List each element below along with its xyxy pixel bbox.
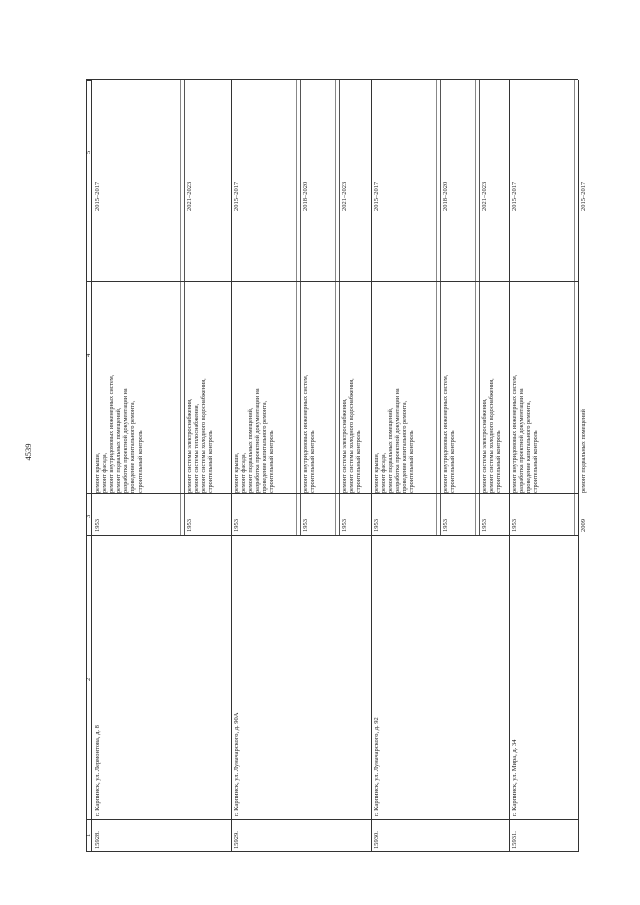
sub-row-divider (184, 80, 185, 536)
year-cell: 1953 (233, 519, 240, 532)
work-item: проведение капитального ремонта, (401, 400, 409, 493)
work-item: ремонт внутридомовых инженерных систем, (442, 374, 449, 493)
work-item: ремонт системы холодного водоснабжения, (348, 378, 356, 493)
column-number-3: 3 (85, 514, 92, 518)
period-cell: 2021–2023 (341, 181, 348, 211)
work-item: ремонт системы электроснабжения, (341, 398, 348, 493)
address-cell: г. Карпинск, ул. Луначарского, д. 90А (233, 712, 240, 816)
period-cell: 2015–2017 (233, 181, 240, 211)
sub-row-divider (300, 80, 301, 536)
work-item: разработка проектной документации на (122, 388, 130, 493)
work-item: разработка проектной документации на (518, 388, 526, 493)
column-divider (86, 851, 578, 852)
sub-row-divider (440, 80, 441, 536)
row-divider (509, 80, 510, 852)
work-item: строительный контроль (408, 430, 416, 493)
works-cell (442, 233, 456, 493)
column-divider (86, 819, 578, 820)
row-number: 15931. (511, 831, 518, 849)
sub-row-divider-light (475, 80, 476, 536)
rotated-table (85, 80, 587, 852)
work-item: ремонт системы электроснабжения, (186, 398, 193, 493)
work-item: ремонт подвальных помещений (580, 409, 587, 493)
works-cell (94, 233, 144, 493)
column-number-1: 1 (85, 833, 92, 837)
sub-row-divider-light (180, 80, 181, 536)
work-item: ремонт подвальных помещений, (247, 407, 255, 493)
period-cell: 2018–2020 (442, 181, 449, 211)
work-item: ремонт фасада, (380, 452, 388, 493)
year-cell: 1953 (442, 519, 449, 532)
work-item: строительный контроль (532, 430, 540, 493)
column-number-2: 2 (85, 677, 92, 681)
column-divider (86, 281, 578, 282)
sub-row-divider-light (335, 80, 336, 536)
year-cell: 1953 (481, 519, 488, 532)
year-cell: 1953 (94, 519, 101, 532)
work-item: ремонт системы холодного водоснабжения, (200, 378, 208, 493)
work-item: строительный контроль (355, 430, 363, 493)
row-divider (578, 80, 579, 852)
column-divider (86, 535, 578, 536)
period-cell: 2021–2023 (186, 181, 193, 211)
period-cell: 2015–2017 (511, 181, 518, 211)
works-cell (341, 233, 362, 493)
sub-row-divider-light (436, 80, 437, 536)
works-cell (373, 233, 416, 493)
column-number-header (86, 80, 92, 852)
year-cell: 1953 (373, 519, 380, 532)
work-item: разработка проектной документации на (254, 388, 262, 493)
work-item: строительный контроль (495, 430, 503, 493)
works-cell (511, 233, 539, 493)
works-cell (580, 233, 587, 493)
period-cell: 2015–2017 (580, 181, 587, 211)
row-number: 15929. (233, 831, 240, 849)
work-item: проведение капитального ремонта, (525, 400, 533, 493)
work-item: ремонт фасада, (101, 452, 109, 493)
page-number: 4539 (23, 443, 33, 461)
period-cell: 2015–2017 (373, 181, 380, 211)
address-cell: г. Карпинск, ул. Мира, д. 34 (511, 739, 518, 816)
year-cell: 1953 (186, 519, 193, 532)
work-item: ремонт подвальных помещений, (115, 407, 123, 493)
column-number-5: 5 (85, 150, 92, 154)
period-cell: 2018–2020 (302, 181, 309, 211)
work-item: строительный контроль (207, 430, 215, 493)
work-item: проведение капитального ремонта, (261, 400, 269, 493)
year-cell: 1953 (341, 519, 348, 532)
work-item: ремонт внутридомовых инженерных систем, (302, 374, 309, 493)
work-item: строительный контроль (309, 430, 317, 493)
row-divider (371, 80, 372, 852)
work-item: строительный контроль (449, 430, 457, 493)
work-item: ремонт фасада, (240, 452, 248, 493)
sub-row-divider-light (574, 80, 575, 536)
sub-row-divider (479, 80, 480, 536)
row-number: 15928. (94, 831, 101, 849)
work-item: ремонт внутридомовых инженерных систем, (511, 374, 518, 493)
work-item: проведение капитального ремонта, (129, 400, 137, 493)
work-item: ремонт крыши, (373, 452, 380, 493)
address-cell: г. Карпинск, ул. Луначарского, д. 92 (373, 717, 380, 816)
work-item: строительный контроль (136, 430, 144, 493)
period-cell: 2015–2017 (94, 181, 101, 211)
works-cell (481, 233, 502, 493)
work-item: ремонт системы холодного водоснабжения, (488, 378, 496, 493)
work-item: ремонт системы электроснабжения, (481, 398, 488, 493)
work-item: ремонт подвальных помещений, (387, 407, 395, 493)
sub-row-divider-light (296, 80, 297, 536)
column-divider (86, 79, 578, 80)
work-item: ремонт системы теплоснабжения, (193, 403, 201, 493)
year-cell: 1953 (302, 519, 309, 532)
work-item: ремонт крыши, (233, 452, 240, 493)
works-cell (302, 233, 316, 493)
year-cell: 1953 (511, 519, 518, 532)
sub-row-divider (339, 80, 340, 536)
period-cell: 2021–2023 (481, 181, 488, 211)
column-number-4: 4 (85, 353, 92, 357)
work-item: разработка проектной документации на (394, 388, 402, 493)
row-number: 15930. (373, 831, 380, 849)
works-cell (186, 233, 214, 493)
work-item: строительный контроль (268, 430, 276, 493)
row-divider (231, 80, 232, 852)
address-cell: г. Карпинск, ул. Лермонтова, д. 8 (94, 725, 101, 816)
work-item: ремонт крыши, (94, 452, 101, 493)
column-divider (86, 493, 578, 494)
year-cell: 2009 (580, 519, 587, 532)
work-item: ремонт внутридомовых инженерных систем, (108, 374, 116, 493)
works-cell (233, 233, 276, 493)
